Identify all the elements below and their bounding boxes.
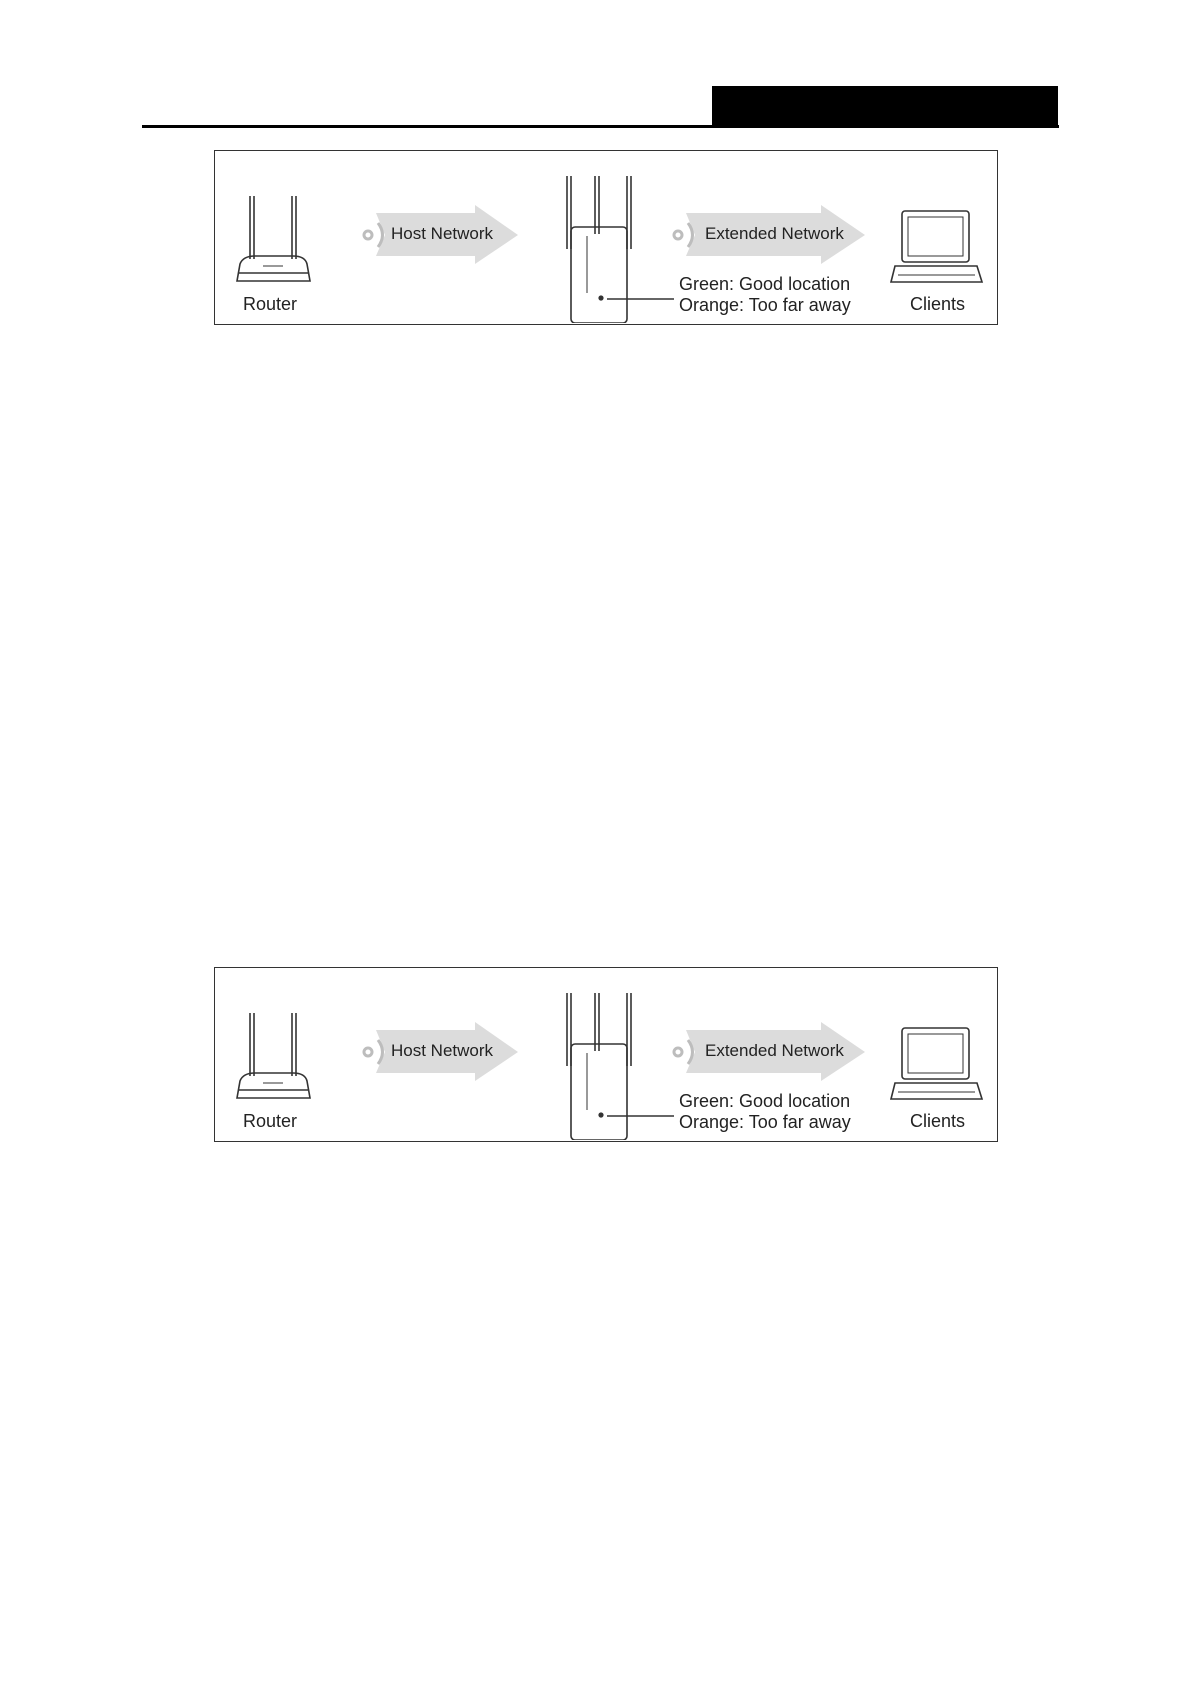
router-icon [237,196,310,281]
router-label: Router [243,1111,298,1131]
led-orange-status-text: Orange: Too far away [679,295,851,315]
diagram-graphic-1 [215,151,996,323]
extended-network-label: Extended Network [705,1041,844,1060]
led-green-status-text: Green: Good location [679,1091,851,1111]
wireless-signal-icon [674,1040,693,1064]
led-green-status-text: Green: Good location [679,274,851,294]
header-black-bar [712,86,1058,128]
wireless-signal-icon [364,1040,383,1064]
router-label: Router [243,294,298,314]
wireless-signal-icon [364,223,383,247]
range-extender-icon [567,993,674,1140]
laptop-icon [891,211,982,282]
host-network-label: Host Network [391,224,494,243]
range-extender-icon [567,176,674,323]
led-orange-status-text: Orange: Too far away [679,1112,851,1132]
diagram-graphic-2 [215,968,996,1140]
clients-label: Clients [910,294,966,314]
wireless-signal-icon [674,223,693,247]
laptop-icon [891,1028,982,1099]
placement-diagram-2 [214,967,998,1142]
extended-network-label: Extended Network [705,224,844,243]
clients-label: Clients [910,1111,966,1131]
host-network-label: Host Network [391,1041,494,1060]
placement-diagram-1 [214,150,998,325]
router-icon [237,1013,310,1098]
